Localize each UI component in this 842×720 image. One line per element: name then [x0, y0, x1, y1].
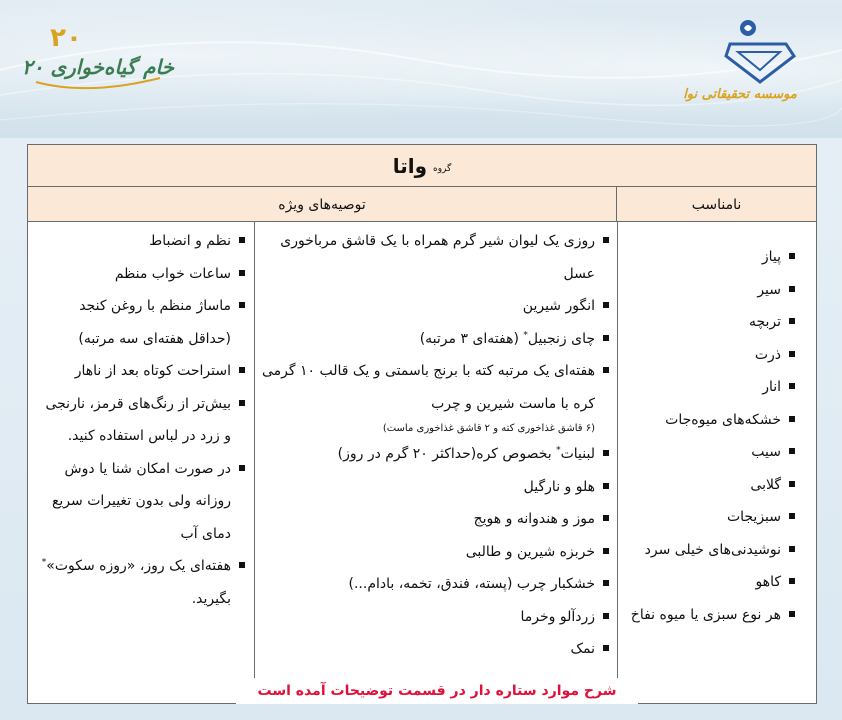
star-marker: * — [556, 445, 561, 456]
list-item — [36, 550, 246, 615]
star-marker: * — [41, 557, 47, 568]
header-unsuitable: نامناسب — [691, 196, 742, 213]
list-item: سیر — [626, 274, 796, 307]
list-item: هر نوع سبزی یا میوه نفاخ — [626, 599, 796, 632]
header-special-recommendations: توصیه‌های ویژه — [28, 187, 617, 222]
list-item: هلو و نارگیل — [260, 471, 610, 504]
list-item: ماساژ منظم با روغن کنجد (حداقل هفته‌ای سه مرتبه) — [36, 290, 246, 355]
list-item: در صورت امکان شنا یا دوش روزانه ولی بدون تغییرات سریع دمای آب — [36, 453, 246, 551]
special-recommendations-list — [260, 225, 610, 666]
table-title-row — [28, 145, 816, 187]
list-item: خشکه‌های میوه‌جات — [626, 404, 796, 437]
list-item: زردآلو وخرما — [260, 601, 610, 634]
vata-table — [27, 144, 817, 704]
list-item: گلابی — [626, 469, 796, 502]
star-marker: * — [523, 329, 528, 340]
list-item: ذرت — [626, 339, 796, 372]
footnote: شرح موارد ستاره دار در قسمت توضیحات آمده است — [236, 678, 638, 704]
list-item: موز و هندوانه و هویج — [260, 503, 610, 536]
item-text: بگیرید. — [191, 590, 231, 607]
list-item: نوشیدنی‌های خیلی سرد — [626, 534, 796, 567]
page-title: واتا — [392, 153, 427, 178]
logo-left-number: ۲۰ — [50, 23, 82, 53]
list-item: استراحت کوتاه بعد از ناهار — [36, 355, 246, 388]
general-recommendations-list — [36, 225, 246, 615]
list-item: نمک — [260, 633, 610, 666]
item-note: بخصوص کره(حداکثر ۲۰ گرم در روز) — [337, 446, 552, 462]
table-header-row — [28, 187, 816, 222]
list-item: ساعات خواب منظم — [36, 258, 246, 291]
list-item: خربزه شیرین و طالبی — [260, 536, 610, 569]
nava-institute-logo — [683, 12, 810, 112]
list-item: پیاز — [626, 241, 796, 274]
list-item: روزی یک لیوان شیر گرم همراه با یک قاشق مرباخوری عسل — [260, 225, 610, 290]
list-item: نظم و انضباط — [36, 225, 246, 258]
logo-right-wordmark: موسسه تحقیقاتی نوا — [683, 87, 797, 102]
header-band — [0, 0, 842, 138]
list-item: سیب — [626, 436, 796, 469]
item-text: چای زنجبیل — [527, 330, 595, 347]
list-item — [260, 323, 610, 356]
list-item: خشکبار چرب (پسته، فندق، تخمه، بادام...) — [260, 568, 610, 601]
title-prefix: گروه — [433, 163, 452, 174]
unsuitable-list — [626, 241, 796, 631]
list-item: انگور شیرین — [260, 290, 610, 323]
column-divider — [617, 222, 618, 704]
list-item: انار — [626, 371, 796, 404]
list-item — [260, 355, 610, 438]
list-item: تربچه — [626, 306, 796, 339]
logo-left-wordmark: خام گیاه‌خواری ۲۰ — [22, 55, 174, 79]
item-text: لبنیات — [560, 446, 595, 462]
column-divider — [254, 222, 255, 704]
list-item: بیش‌تر از رنگ‌های قرمز، نارنجی و زرد در لباس استفاده کنید. — [36, 388, 246, 453]
item-note: (هفته‌ای ۳ مرتبه) — [419, 330, 519, 347]
item-text: هفته‌ای یک روز، «روزه سکوت» — [46, 558, 231, 574]
list-item: کاهو — [626, 566, 796, 599]
list-item: سبزیجات — [626, 501, 796, 534]
khaam-giyahkhari-logo — [22, 12, 174, 102]
list-item — [260, 438, 610, 471]
item-text: هفته‌ای یک مرتبه کته با برنج باسمتی و یک قالب ۱۰ گرمی کره با ماست شیرین و چرب — [261, 363, 595, 412]
item-note: (۶ قاشق غذاخوری کته و ۲ قاشق غذاخوری ماست) — [382, 423, 595, 434]
